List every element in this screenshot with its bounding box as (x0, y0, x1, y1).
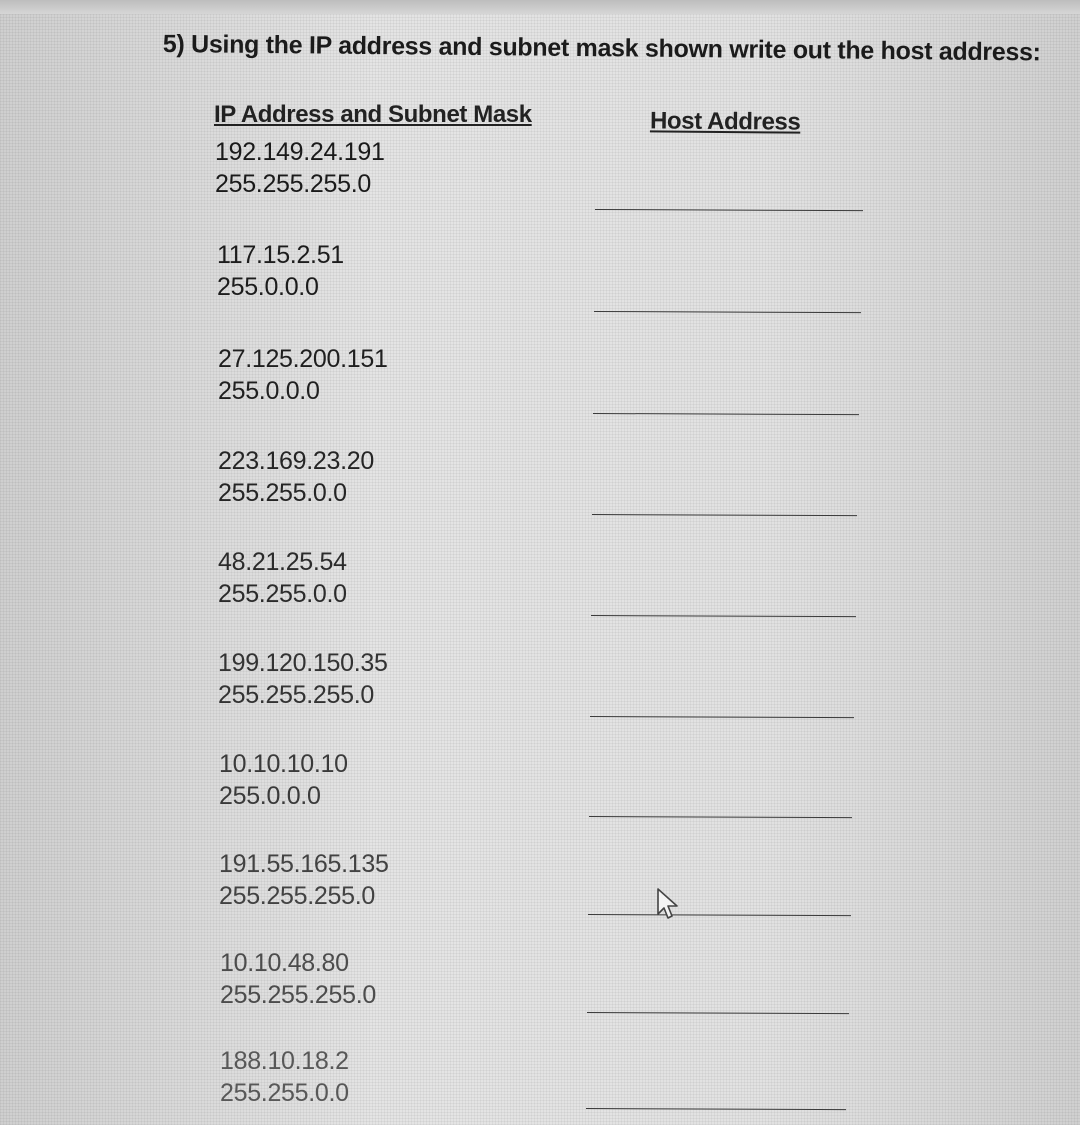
entry-5 (218, 546, 347, 610)
host-address-answer-line-5[interactable] (591, 615, 856, 617)
subnet-mask: 255.255.255.0 (220, 981, 376, 1009)
entry-6 (218, 647, 388, 711)
subnet-mask: 255.0.0.0 (219, 782, 321, 810)
question-text: 5) Using the IP address and subnet mask shown write out the host address: (162, 30, 1041, 67)
host-address-answer-line-1[interactable] (595, 209, 863, 211)
ip-address: 188.10.18.2 (220, 1047, 349, 1075)
entry-1 (215, 136, 385, 200)
subnet-mask: 255.0.0.0 (217, 273, 319, 301)
entry-2 (217, 239, 344, 303)
entry-10 (220, 1045, 349, 1109)
subnet-mask: 255.255.0.0 (220, 1079, 349, 1107)
ip-address: 27.125.200.151 (218, 345, 388, 373)
ip-address: 10.10.10.10 (219, 750, 348, 778)
subnet-mask: 255.255.255.0 (218, 681, 374, 709)
host-address-answer-line-7[interactable] (589, 816, 852, 818)
ip-address: 10.10.48.80 (220, 949, 349, 977)
host-address-answer-line-10[interactable] (586, 1108, 846, 1110)
column-header-ip-subnet: IP Address and Subnet Mask (214, 101, 532, 128)
host-address-answer-line-2[interactable] (594, 311, 861, 313)
subnet-mask: 255.255.0.0 (218, 479, 347, 507)
entry-9 (220, 947, 376, 1011)
ip-address: 199.120.150.35 (218, 649, 388, 677)
ip-address: 48.21.25.54 (218, 548, 347, 576)
entry-7 (219, 748, 348, 812)
host-address-answer-line-3[interactable] (593, 413, 859, 415)
ip-address: 223.169.23.20 (218, 447, 374, 475)
ip-address: 191.55.165.135 (219, 850, 389, 878)
host-address-answer-line-4[interactable] (592, 514, 857, 516)
subnet-mask: 255.255.255.0 (219, 882, 375, 910)
column-header-host-address: Host Address (649, 107, 801, 136)
entry-8 (219, 848, 389, 912)
monitor-top-edge (0, 0, 1080, 14)
subnet-mask: 255.255.255.0 (215, 170, 371, 198)
entry-3 (218, 343, 388, 407)
ip-address: 117.15.2.51 (217, 241, 344, 269)
arrow-pointer-icon (656, 888, 682, 920)
host-address-answer-line-6[interactable] (590, 716, 854, 718)
host-address-answer-line-9[interactable] (587, 1012, 849, 1014)
ip-address: 192.149.24.191 (215, 138, 385, 166)
host-address-answer-line-8[interactable] (588, 914, 851, 916)
subnet-mask: 255.255.0.0 (218, 580, 347, 608)
subnet-mask: 255.0.0.0 (218, 377, 320, 405)
entry-4 (218, 445, 374, 509)
